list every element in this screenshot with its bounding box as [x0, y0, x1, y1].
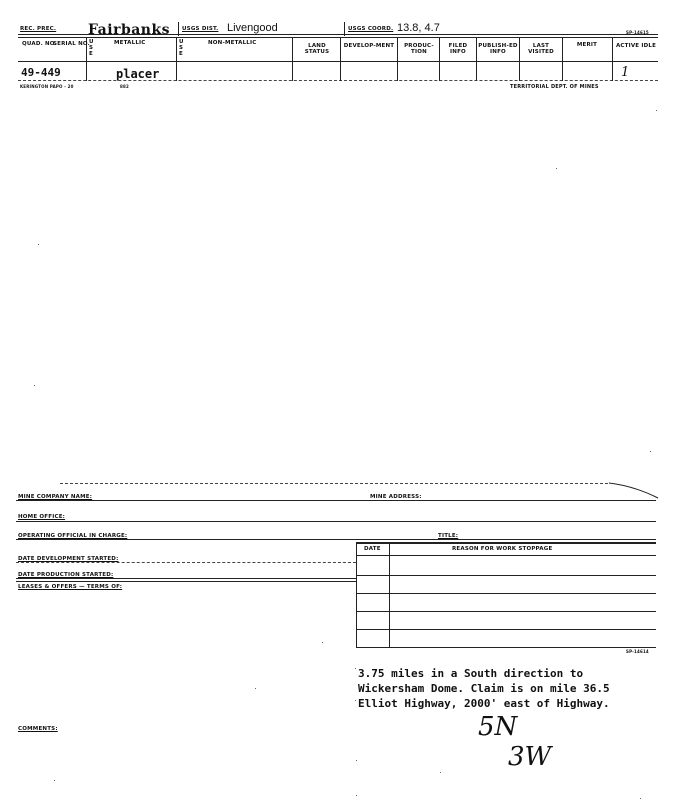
operating-official-label: OPERATING OFFICIAL IN CHARGE: [18, 533, 128, 539]
leases-label: LEASES & OFFERS — TERMS OF: [18, 584, 123, 590]
usgs-dist-label: USGS DIST. [182, 26, 219, 32]
rec-prec-label: REC. PREC. [20, 26, 57, 32]
description [358, 666, 610, 711]
col-serial: SERIAL NO. [53, 41, 90, 47]
usgs-coord-value: 13.8, 4.7 [397, 22, 440, 34]
description-line: Wickersham Dome. Claim is on mile 36.5 [358, 682, 610, 695]
col-active-idle: ACTIVE IDLE [615, 43, 657, 49]
date-production-label: DATE PRODUCTION STARTED: [18, 572, 114, 578]
col-metallic: METALLIC [114, 40, 146, 46]
record-number: 49-449 [21, 66, 61, 79]
card-top-dash [60, 483, 608, 484]
description-line: Elliot Highway, 2000' east of Highway. [358, 697, 610, 710]
title-label: TITLE: [438, 533, 459, 539]
col-published-info: PUBLISH-ED INFO [478, 43, 518, 55]
printer-code: 882 [120, 84, 129, 89]
metallic-value: placer [116, 67, 160, 81]
comments-label: COMMENTS: [18, 726, 58, 732]
stoppage-date-header: DATE [364, 546, 381, 552]
col-land-status: LAND STATUS [304, 43, 330, 55]
handwritten-range: 3W [508, 742, 552, 772]
handwritten-township: 5N [478, 712, 518, 742]
col-last-visited: LAST VISITED [528, 43, 554, 55]
col-filed-info: FILED INFO [448, 43, 468, 55]
printer-right: TERRITORIAL DEPT. OF MINES [510, 84, 599, 90]
home-office-label: HOME OFFICE: [18, 514, 66, 520]
col-development: DEVELOP-MENT [343, 43, 395, 49]
col-use-nonmetallic: U S E [179, 39, 184, 57]
mine-address-label: MINE ADDRESS: [370, 494, 422, 500]
col-production: PRODUC-TION [404, 43, 434, 55]
mine-company-label: MINE COMPANY NAME: [18, 494, 93, 500]
usgs-dist-value: Livengood [227, 22, 278, 34]
column-header-rule [18, 61, 658, 62]
date-development-label: DATE DEVELOPMENT STARTED: [18, 556, 119, 562]
col-use-metallic: U S E [89, 39, 94, 57]
printer-left: KERINGTON PAPO - 20 [20, 84, 74, 89]
col-quad: QUAD. NO. [22, 41, 57, 47]
rec-prec-value: Fairbanks [88, 22, 171, 38]
description-line: 3.75 miles in a South direction to [358, 667, 584, 680]
card-corner-curve [608, 478, 660, 500]
header-form-number: SP-14615 [626, 30, 649, 35]
stoppage-reason-header: REASON FOR WORK STOPPAGE [452, 546, 553, 552]
col-non-metallic: NON-METALLIC [208, 40, 257, 46]
active-idle-value: 1 [621, 65, 630, 80]
col-merit: MERIT [576, 42, 598, 48]
lower-form-number: SP-14614 [626, 649, 649, 654]
usgs-coord-label: USGS COORD. [348, 26, 394, 32]
